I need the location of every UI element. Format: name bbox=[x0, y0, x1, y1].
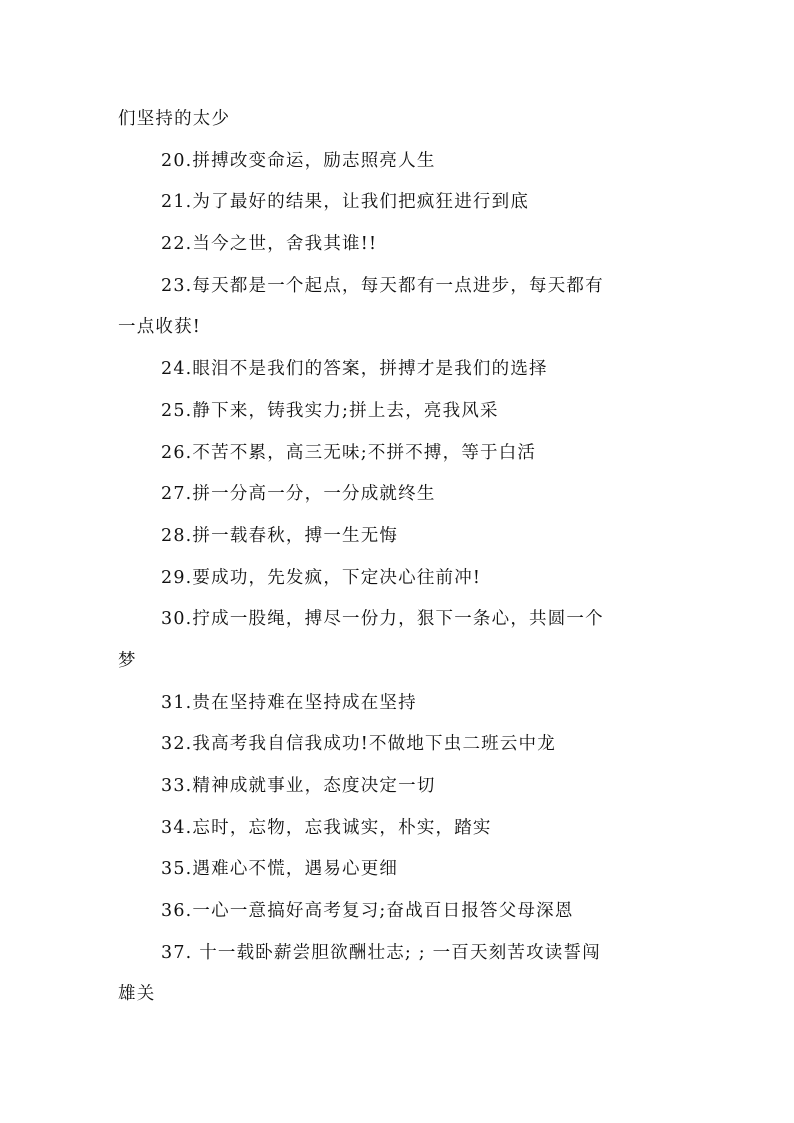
list-item-20: 20.拼搏改变命运，励志照亮人生 bbox=[161, 150, 436, 171]
list-item-32: 32.我高考我自信我成功!不做地下虫二班云中龙 bbox=[161, 734, 556, 755]
document-body bbox=[118, 99, 678, 1016]
list-item-30-continued: 梦 bbox=[118, 650, 137, 671]
list-item-37: 37. 十一载卧薪尝胆欲酬壮志; ; 一百天刻苦攻读誓闯 bbox=[161, 942, 601, 963]
list-item-31: 31.贵在坚持难在坚持成在坚持 bbox=[161, 692, 417, 713]
list-item-37-continued: 雄关 bbox=[118, 984, 156, 1005]
list-item-24: 24.眼泪不是我们的答案，拼搏才是我们的选择 bbox=[161, 359, 548, 380]
list-item-34: 34.忘时，忘物，忘我诚实，朴实，踏实 bbox=[161, 817, 492, 838]
list-item-35: 35.遇难心不慌，遇易心更细 bbox=[161, 859, 399, 880]
list-item-25: 25.静下来，铸我实力;拼上去，亮我风采 bbox=[161, 400, 499, 421]
list-item-23-continued: 一点收获! bbox=[118, 317, 202, 338]
list-item-27: 27.拼一分高一分，一分成就终生 bbox=[161, 484, 436, 505]
list-item-22: 22.当今之世，舍我其谁!! bbox=[161, 234, 378, 255]
list-item-28: 28.拼一载春秋，搏一生无悔 bbox=[161, 525, 399, 546]
list-item-26: 26.不苦不累，高三无味;不拼不搏，等于白活 bbox=[161, 442, 537, 463]
list-item-33: 33.精神成就事业，态度决定一切 bbox=[161, 776, 436, 796]
list-item-29: 29.要成功，先发疯，下定决心往前冲! bbox=[161, 567, 482, 588]
list-item-23: 23.每天都是一个起点，每天都有一点进步，每天都有 bbox=[161, 275, 604, 296]
list-item-30: 30.拧成一股绳，搏尽一份力，狠下一条心，共圆一个 bbox=[161, 609, 604, 630]
list-item-36: 36.一心一意搞好高考复习;奋战百日报答父母深恩 bbox=[161, 901, 574, 922]
text-line: 们坚持的太少 bbox=[118, 109, 231, 129]
list-item-21: 21.为了最好的结果，让我们把疯狂进行到底 bbox=[161, 192, 530, 213]
